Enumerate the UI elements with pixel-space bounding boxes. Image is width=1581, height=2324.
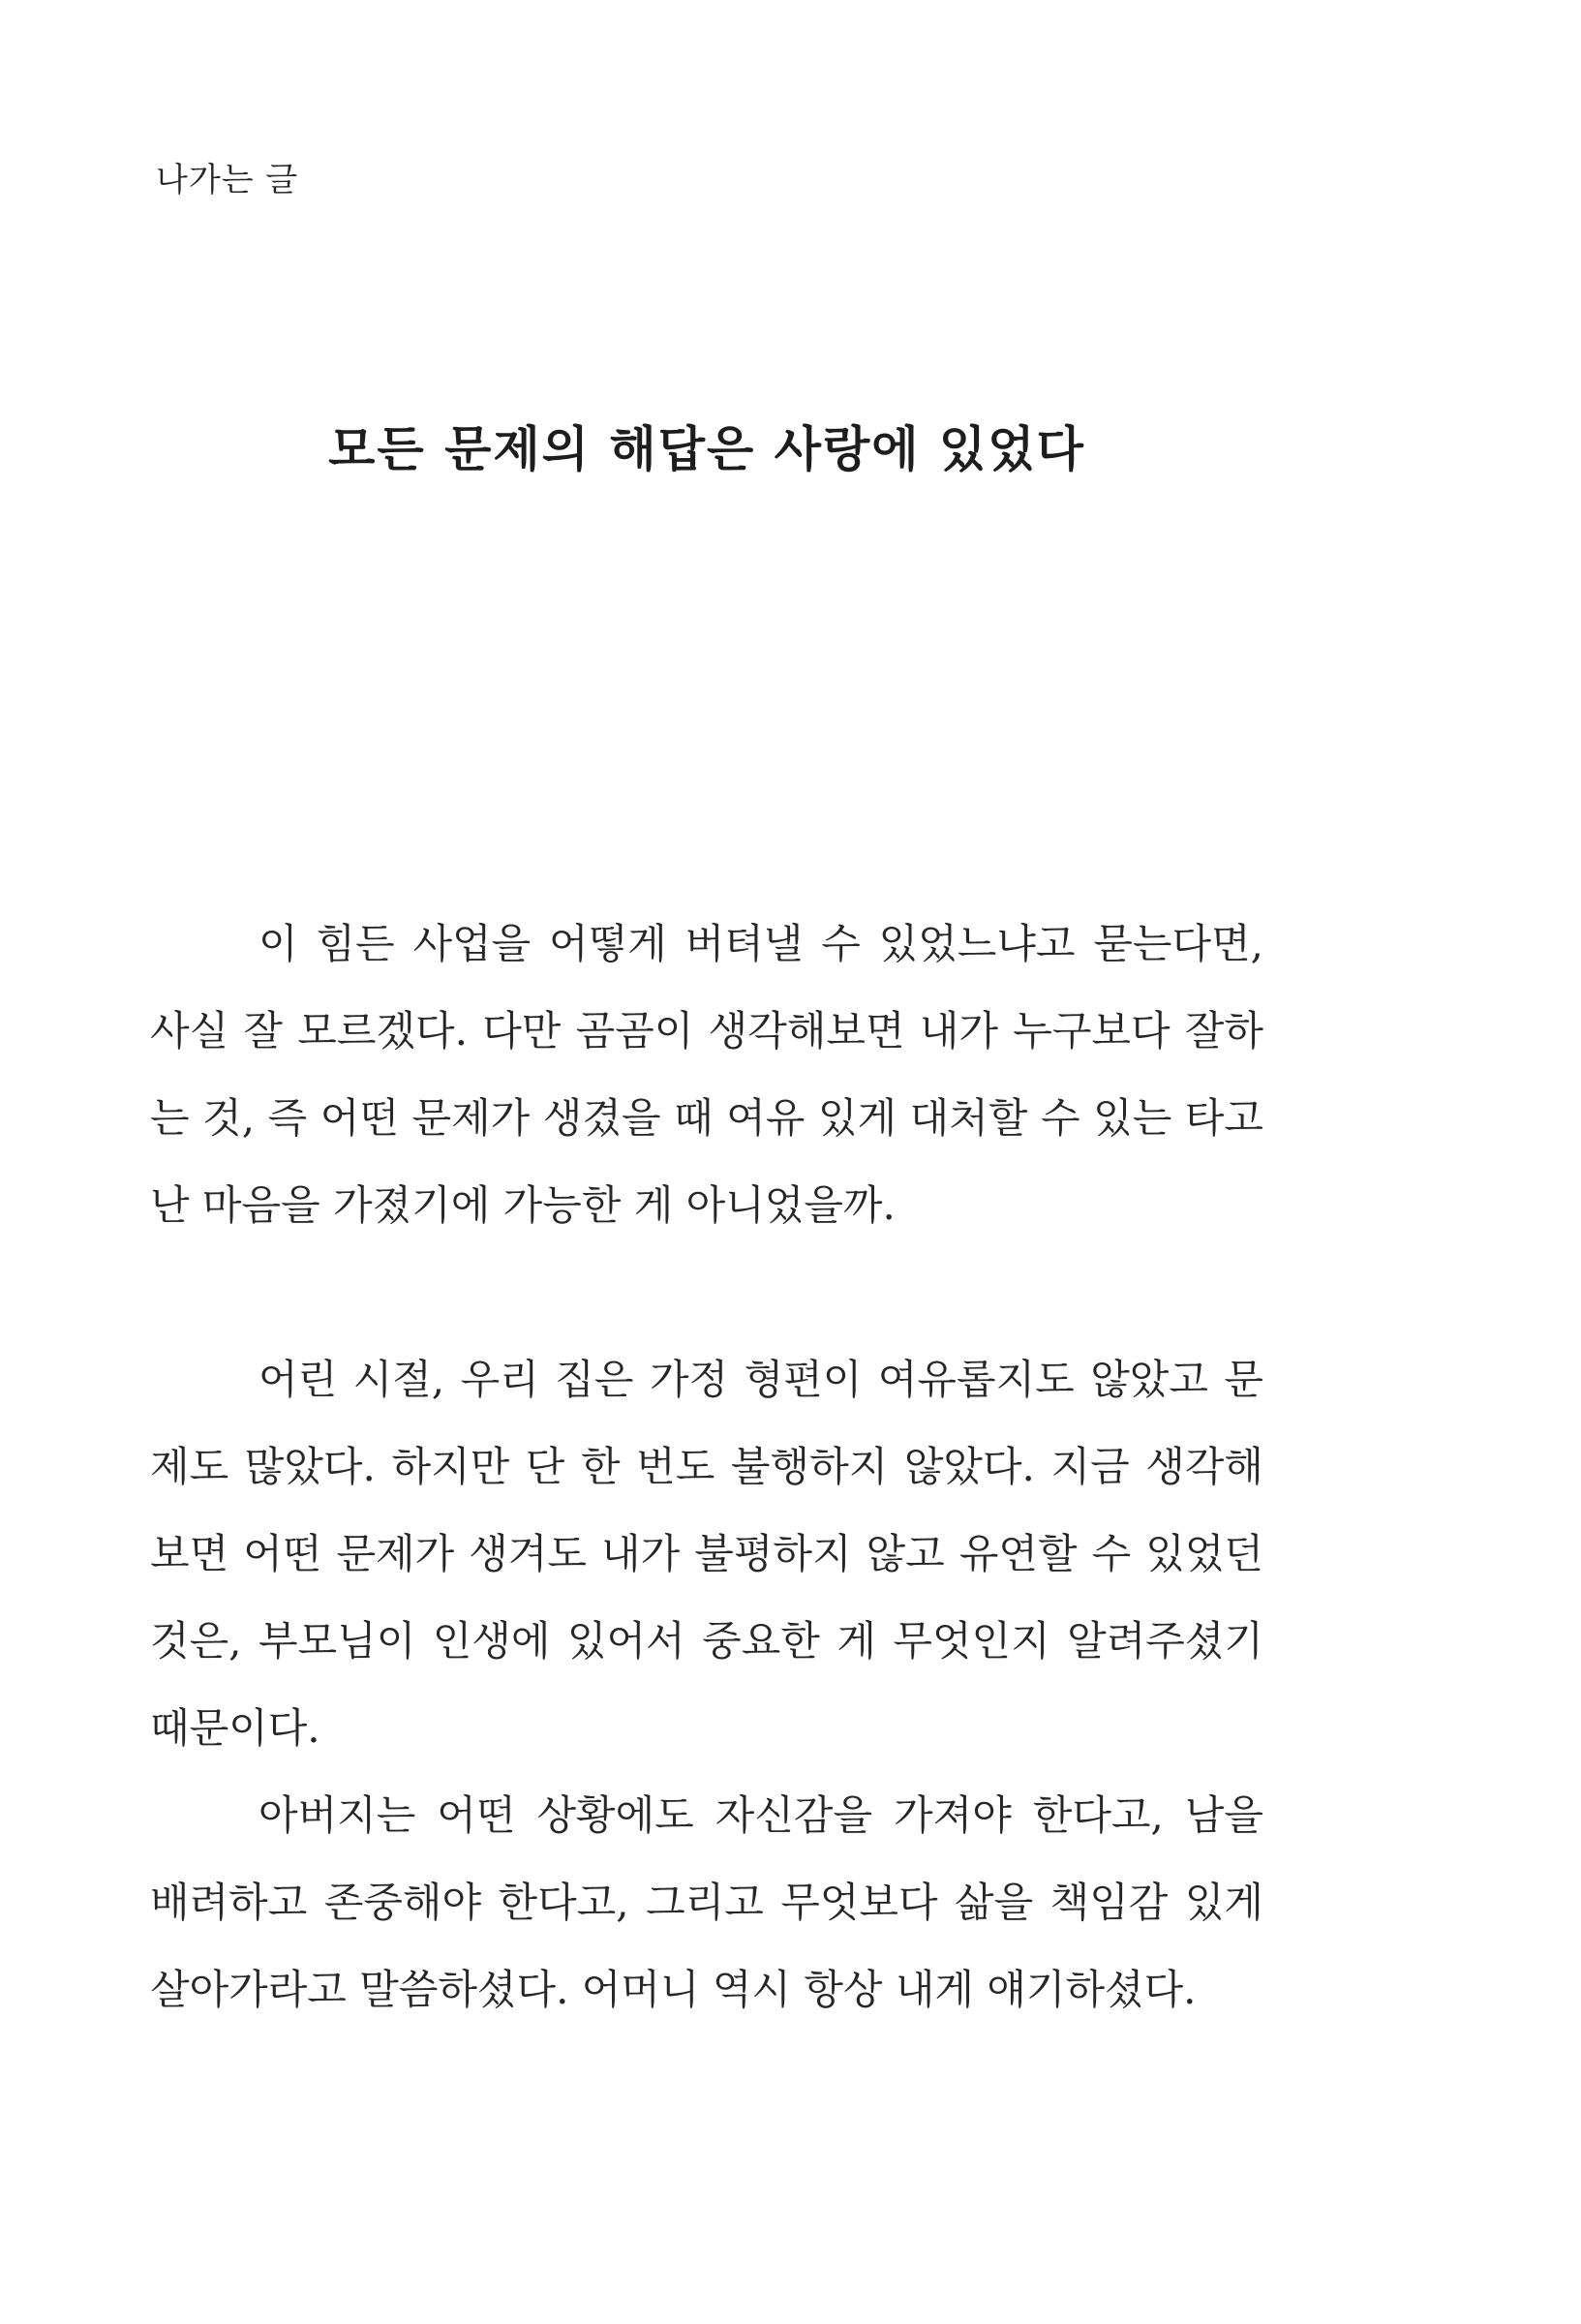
paragraph-1: 이 힘든 사업을 어떻게 버텨낼 수 있었느냐고 묻는다면, 사실 잘 모르겠다. 다만 곰곰이 생각해보면 내가 누구보다 잘하는 것, 즉 어떤 문제가 생겼을 때 여유 있게 대처할 수 있는 타고난 마음을 가졌기에 가능한 게 아니었을까. — [150, 920, 1263, 1229]
paragraph-3: 아버지는 어떤 상황에도 자신감을 가져야 한다고, 남을 배려하고 존중해야 한다고, 그리고 무엇보다 삶을 책임감 있게 살아가라고 말씀하셨다. 어머니 역시 항상 내게 얘기하셨다. — [150, 1791, 1263, 2013]
running-head: 나가는 글 — [156, 161, 299, 199]
body-text — [150, 901, 1263, 2034]
paragraph-2: 어린 시절, 우리 집은 가정 형편이 여유롭지도 않았고 문제도 많았다. 하지만 단 한 번도 불행하지 않았다. 지금 생각해보면 어떤 문제가 생겨도 내가 불평하지 않고 유연할 수 있었던 것은, 부모님이 인생에 있어서 중요한 게 무엇인지 알려주셨기 때문이다. — [150, 1356, 1263, 1752]
chapter-title: 모든 문제의 해답은 사랑에 있었다 — [328, 420, 1085, 477]
